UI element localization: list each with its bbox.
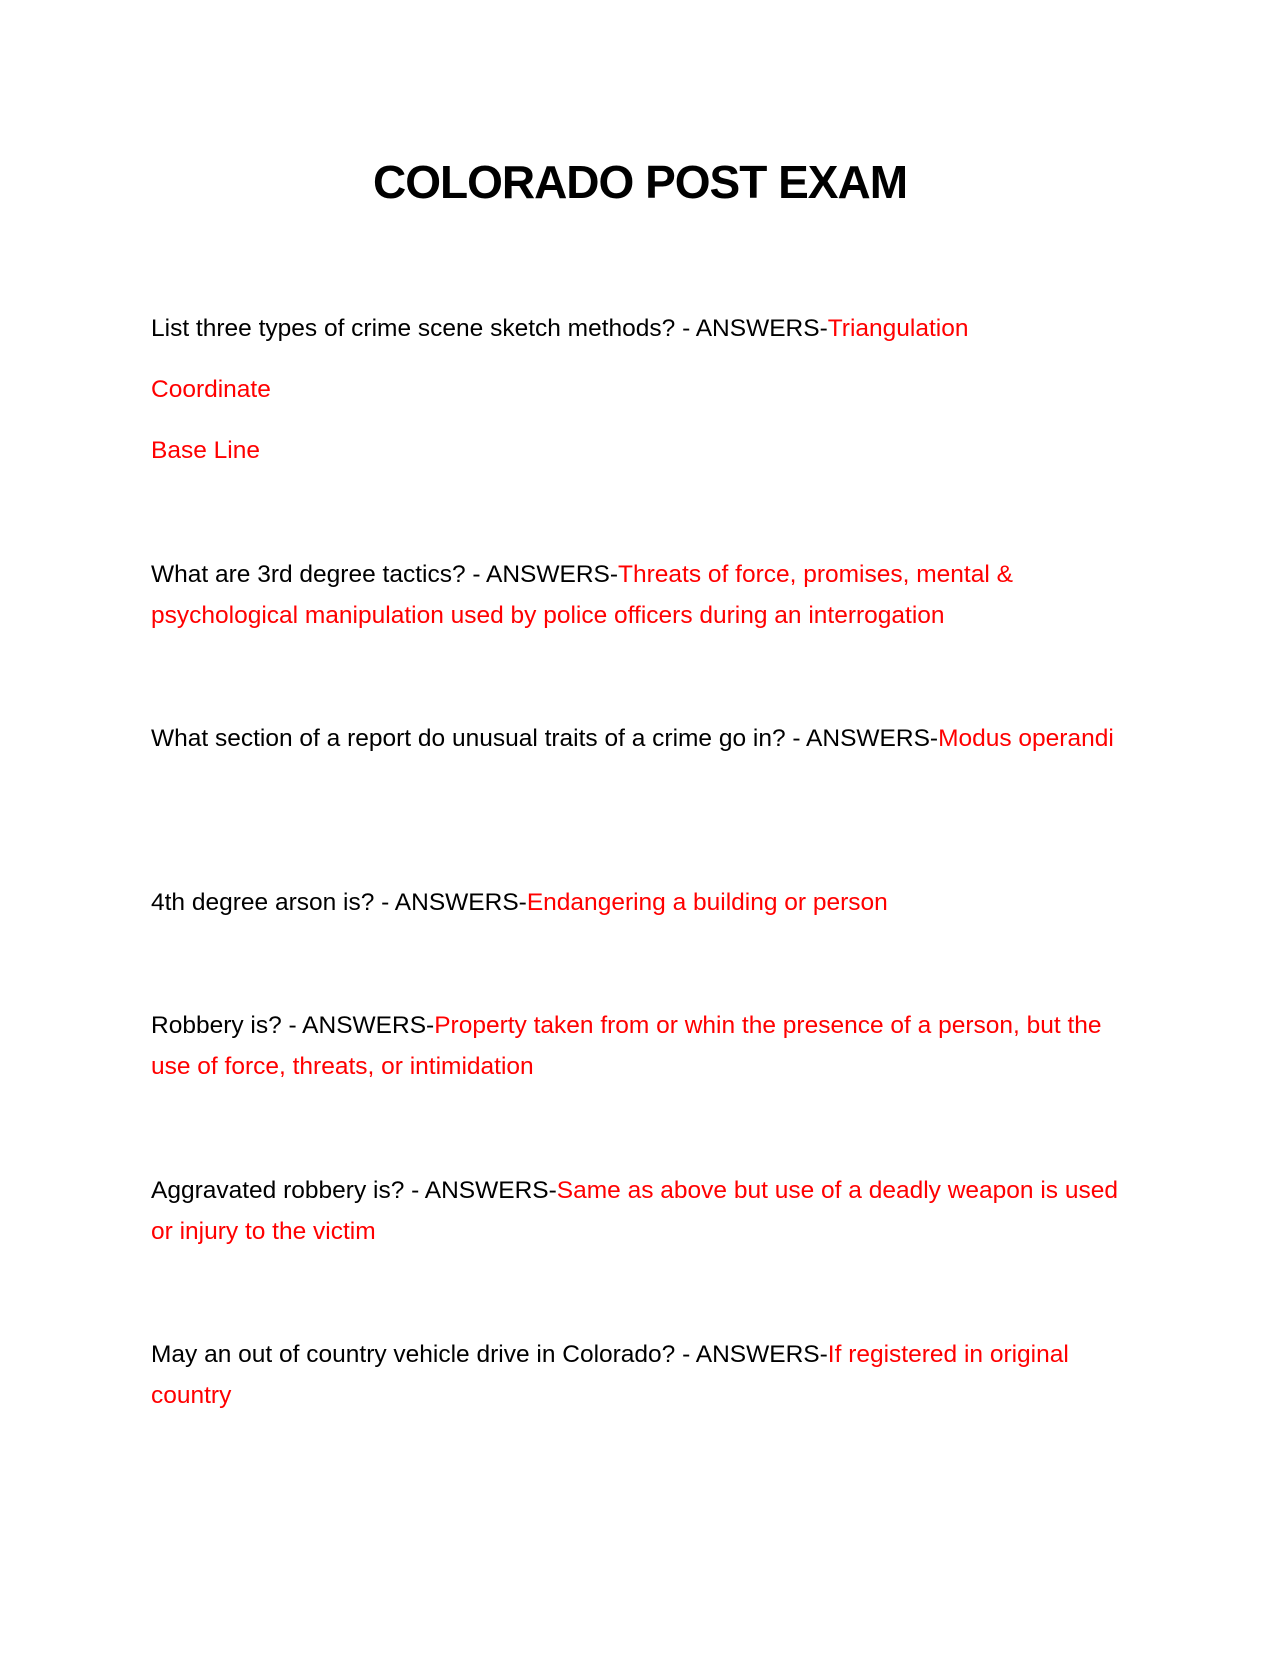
question-text: Aggravated robbery is? — [151, 1177, 405, 1204]
qa-item-5 — [151, 1005, 1131, 1087]
qa-item-3 — [151, 718, 1131, 759]
qa-item-4 — [151, 882, 1131, 923]
question-text: What are 3rd degree tactics? — [151, 561, 466, 588]
question-text: Robbery is? — [151, 1012, 282, 1039]
answer-text: Modus operandi — [938, 725, 1114, 752]
answers-separator: - ANSWERS- — [374, 889, 527, 916]
question-text: May an out of country vehicle drive in Colorado? — [151, 1341, 676, 1368]
answer-text: Same as above but use of a deadly weapon is used or injury to the victim — [151, 1177, 1118, 1245]
answer-text: Triangulation — [827, 315, 969, 342]
qa-item-7 — [151, 1334, 1131, 1416]
question-text: List three types of crime scene sketch methods? — [151, 315, 676, 342]
answers-separator: - ANSWERS- — [675, 315, 828, 342]
qa-item-2 — [151, 554, 1131, 636]
answer-extra-line: Coordinate — [151, 376, 271, 403]
qa-item-6 — [151, 1170, 1131, 1252]
question-text: 4th degree arson is? — [151, 889, 375, 916]
answer-extra-line: Base Line — [151, 437, 260, 464]
answers-separator: - ANSWERS- — [785, 725, 939, 752]
answer-text: If registered in original country — [151, 1341, 1069, 1409]
answers-separator: - ANSWERS- — [281, 1012, 435, 1039]
answers-separator: - ANSWERS- — [465, 561, 619, 588]
page-title: COLORADO POST EXAM — [372, 156, 908, 208]
answers-separator: - ANSWERS- — [404, 1177, 557, 1204]
answers-separator: - ANSWERS- — [675, 1341, 828, 1368]
answer-text: Property taken from or whin the presence of a person, but the use of force, threats, or intimidation — [151, 1012, 1102, 1080]
answer-text: Threats of force, promises, mental & psychological manipulation used by police officers during an interrogation — [151, 561, 1013, 629]
qa-item-1 — [151, 308, 1131, 349]
question-text: What section of a report do unusual traits of a crime go in? — [151, 725, 786, 752]
answer-text: Endangering a building or person — [526, 889, 888, 916]
